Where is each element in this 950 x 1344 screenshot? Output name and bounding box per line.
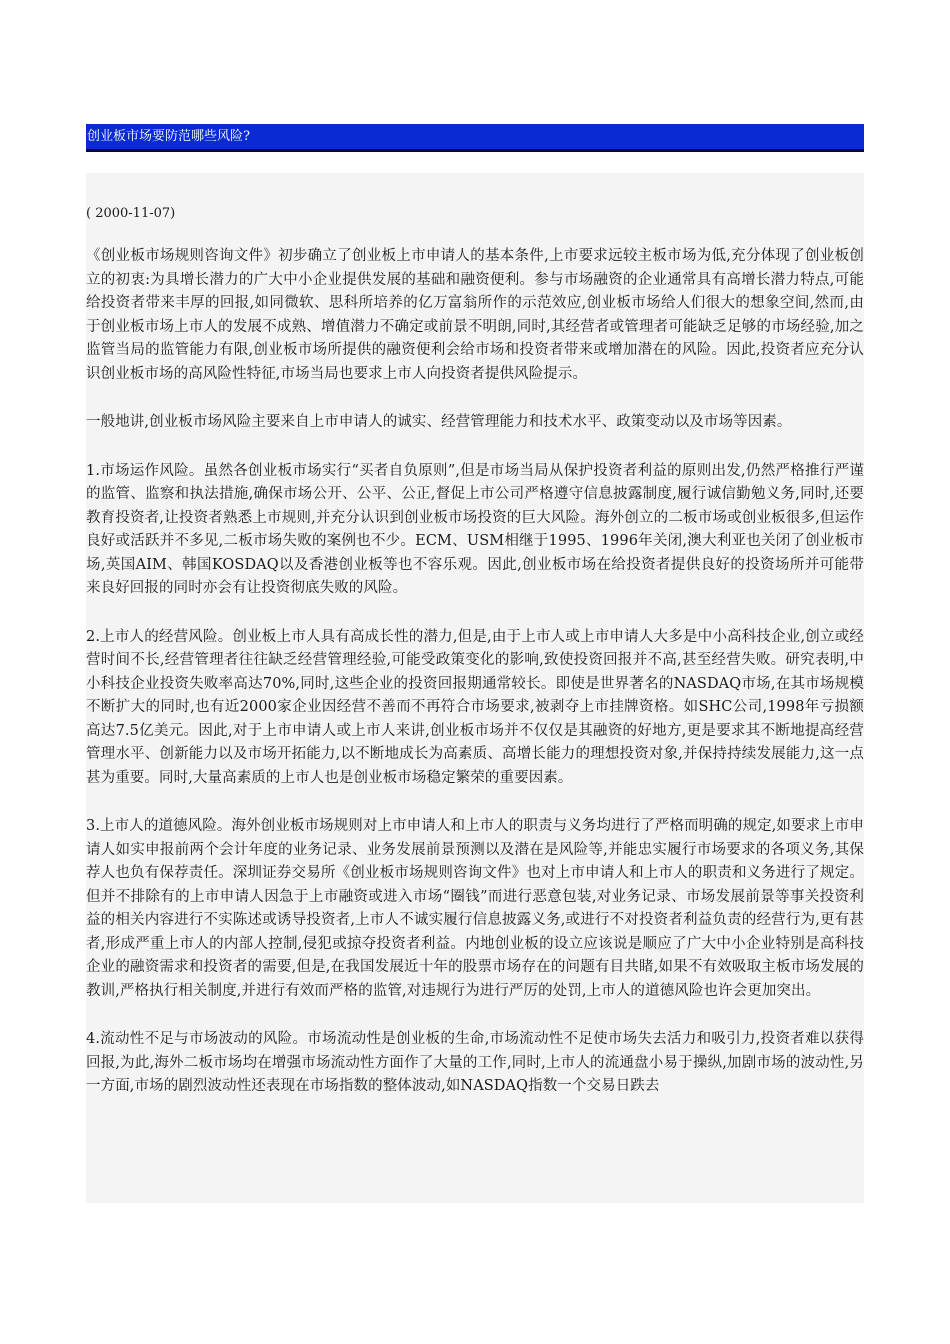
article-date: ( 2000-11-07) [86,206,176,221]
paragraph-liquidity-risk: 4.流动性不足与市场波动的风险。市场流动性是创业板的生命,市场流动性不足使市场失去活力和吸引力,投资者难以获得回报,为此,海外二板市场均在增强市场流动性方面作了大量的工作,同时,上市人的流通盘小易于操纵,加剧市场的波动性,另一方面,市场的剧烈波动性还表现在市场指数的整体波动,如NASDAQ指数一个交易日跌去 [86,1031,864,1094]
paragraph-intro: 《创业板市场规则咨询文件》初步确立了创业板上市申请人的基本条件,上市要求远较主板市场为低,充分体现了创业板创立的初衷:为具增长潜力的广大中小企业提供发展的基础和融资便利。参与市场融资的企业通常具有高增长潜力特点,可能给投资者带来丰厚的回报,如同微软、思科所培养的亿万富翁所作的示范效应,创业板市场给人们很大的想象空间,然而,由于创业板市场上市人的发展不成熟、增值潜力不确定或前景不明朗,同时,其经营者或管理者可能缺乏足够的市场经验,加之监管当局的监管能力有限,创业板市场所提供的融资便利会给市场和投资者带来或增加潜在的风险。因此,投资者应充分认识创业板市场的高风险性特征,市场当局也要求上市人向投资者提供风险提示。 [86,248,864,382]
paragraph-overview: 一般地讲,创业板市场风险主要来自上市申请人的诚实、经营管理能力和技术水平、政策变动以及市场等因素。 [86,414,792,430]
article-body [86,173,864,1203]
article-title: 创业板市场要防范哪些风险? [87,129,250,144]
title-bar [86,124,864,152]
paragraph-market-operation-risk: 1.市场运作风险。虽然各创业板市场实行“买者自负原则”,但是市场当局从保护投资者利益的原则出发,仍然严格推行严谨的监管、监察和执法措施,确保市场公开、公平、公正,督促上市公司严格遵守信息披露制度,履行诚信勤勉义务,同时,还要教育投资者,让投资者熟悉上市规则,并充分认识到创业板市场投资的巨大风险。海外创立的二板市场或创业板很多,但运作良好或活跃并不多见,二板市场失败的案例也不少。ECM、USM相继于1995、1996年关闭,澳大利亚也关闭了创业板市场,英国AIM、韩国KOSDAQ以及香港创业板等也不容乐观。因此,创业板市场在给投资者提供良好的投资场所并可能带来良好回报的同时亦会有让投资彻底失败的风险。 [86,462,864,596]
paragraph-moral-risk: 3.上市人的道德风险。海外创业板市场规则对上市申请人和上市人的职责与义务均进行了严格而明确的规定,如要求上市申请人如实申报前两个会计年度的业务记录、业务发展前景预测以及潜在是风险等,并能忠实履行市场要求的各项义务,其保荐人也负有保荐责任。深圳证券交易所《创业板市场规则咨询文件》也对上市申请人和上市人的职责和义务进行了规定。但并不排除有的上市申请人因急于上市融资或进入市场“圈钱”而进行恶意包装,对业务记录、市场发展前景等事关投资利益的相关内容进行不实陈述或诱导投资者,上市人不诚实履行信息披露义务,或进行不对投资者利益负责的经营行为,更有甚者,形成严重上市人的内部人控制,侵犯或掠夺投资者利益。内地创业板的设立应该说是顺应了广大中小企业特别是高科技企业的融资需求和投资者的需要,但是,在我国发展近十年的股票市场存在的问题有目共睹,如果不有效吸取主板市场发展的教训,严格执行相关制度,并进行有效而严格的监管,对违规行为进行严厉的处罚,上市人的道德风险也许会更加突出。 [86,818,864,999]
paragraph-business-risk: 2.上市人的经营风险。创业板上市人具有高成长性的潜力,但是,由于上市人或上市申请人大多是中小高科技企业,创立或经营时间不长,经营管理者往往缺乏经营管理经验,可能受政策变化的影响,致使投资回报并不高,甚至经营失败。研究表明,中小科技企业投资失败率高达70%,同时,这些企业的投资回报期通常较长。即使是世界著名的NASDAQ市场,在其市场规模不断扩大的同时,也有近2000家企业因经营不善而不再符合市场要求,被剥夺上市挂牌资格。如SHC公司,1998年亏损额高达7.5亿美元。因此,对于上市申请人或上市人来讲,创业板市场并不仅仅是其融资的好地方,更是要求其不断地提高经营管理水平、创新能力以及市场开拓能力,以不断地成长为高素质、高增长能力的理想投资对象,并保持持续发展能力,这一点甚为重要。同时,大量高素质的上市人也是创业板市场稳定繁荣的重要因素。 [86,628,864,786]
